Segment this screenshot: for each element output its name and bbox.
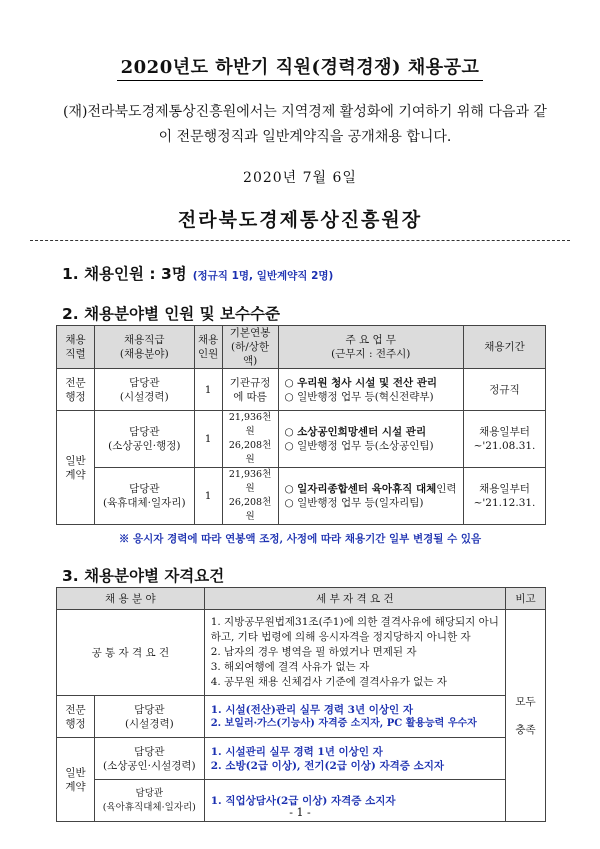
list-item: 2. 보일러·가스(기능사) 자격증 소지자, PC 활용능력 우수자 <box>210 717 477 729</box>
section2-heading: 2. 채용분야별 인원 및 보수수준 <box>62 305 280 323</box>
common-requirements-label: 공 통 자 격 요 건 <box>57 610 205 696</box>
salary-cell: 21,936천원 26,208천원 <box>222 411 278 468</box>
list-item: 4. 공무원 채용 신체검사 기준에 결격사유가 없는 자 <box>210 676 447 688</box>
job-series-cell: 전문 행정 <box>57 369 95 411</box>
bullet: ○ <box>284 497 294 509</box>
count-cell: 1 <box>194 369 222 411</box>
header-period: 채용기간 <box>464 326 546 369</box>
grade-cell: 담당관 (육휴대체·일자리) <box>94 468 194 525</box>
page-number: - 1 - <box>289 806 311 819</box>
salary-cell: 21,936천원 26,208천원 <box>222 468 278 525</box>
duty-primary: 우리원 청사 시설 및 전산 관리 <box>297 376 438 389</box>
field-cell: 담당관 (육아휴직대체·일자리) <box>94 780 204 822</box>
bullet: ○ <box>284 483 294 495</box>
list-item: 1. 직업상담사(2급 이상) 자격증 소지자 <box>210 794 396 807</box>
duties-cell <box>278 369 463 411</box>
table-row <box>57 738 546 780</box>
field-cell: 담당관 (시설경력) <box>94 696 204 738</box>
job-series-cell: 일반 계약 <box>57 738 95 822</box>
grade-cell: 담당관 (시설경력) <box>94 369 194 411</box>
remark-cell: 모두 충족 <box>506 610 546 822</box>
header-remark: 비고 <box>506 588 546 610</box>
duty-primary-suffix: 인력 <box>436 483 457 495</box>
field-cell: 담당관 (소상공인·시설경력) <box>94 738 204 780</box>
common-requirements-list <box>204 610 505 696</box>
bullet: ○ <box>284 390 294 403</box>
header-grade: 채용직급 (채용분야) <box>94 326 194 369</box>
qualification-table <box>56 587 546 822</box>
requirements-cell <box>204 696 505 738</box>
section3-heading: 3. 채용분야별 자격요건 <box>62 567 225 585</box>
duty-primary: 소상공인희망센터 시설 관리 <box>297 426 427 438</box>
list-item: 1. 시설관리 실무 경력 1년 이상인 자 <box>210 745 383 758</box>
section1-note: (정규직 1명, 일반계약직 2명) <box>192 270 334 282</box>
grade-cell: 담당관 (소상공인·행정) <box>94 411 194 468</box>
job-series-cell: 전문 행정 <box>57 696 95 738</box>
period-cell: 채용일부터 ~'21.08.31. <box>464 411 546 468</box>
list-item: 1. 지방공무원법제31조(주1)에 의한 결격사유에 해당되지 아니하고, 기타 법령에 의해 응시자격을 정지당하지 아니한 자 <box>210 616 499 643</box>
job-series-cell: 일반 계약 <box>57 411 95 525</box>
table-row <box>57 468 546 525</box>
requirements-cell <box>204 738 505 780</box>
duties-cell <box>278 468 463 525</box>
duty-secondary: 일반행정 업무 등(소상공인팀) <box>297 440 434 452</box>
table-row <box>57 696 546 738</box>
table-row <box>57 369 546 411</box>
duty-secondary: 일반행정 업무 등(일자리팀) <box>297 497 424 509</box>
list-item: 3. 해외여행에 결격 사유가 없는 자 <box>210 661 370 673</box>
duty-secondary: 일반행정 업무 등(혁신전략부) <box>297 390 434 403</box>
intro-paragraph: (재)전라북도경제통상진흥원에서는 지역경제 활성화에 기여하기 위해 다음과 같이 전문행정직과 일반계약직을 공개채용 합니다. <box>63 104 547 145</box>
list-item: 2. 소방(2급 이상), 전기(2급 이상) 자격증 소지자 <box>210 759 445 772</box>
bullet: ○ <box>284 426 294 438</box>
dashed-divider <box>30 240 570 241</box>
notice-date: 2020년 7월 6일 <box>243 170 357 186</box>
salary-table <box>56 325 546 525</box>
header-count: 채용 인원 <box>194 326 222 369</box>
organization-name: 전라북도경제통상진흥원장 <box>177 209 423 231</box>
warning-note: ※ 응시자 경력에 따라 연봉액 조정, 사정에 따라 채용기간 일부 변경될 수 있음 <box>118 533 482 545</box>
table-row <box>57 610 546 696</box>
header-duties: 주 요 업 무 (근무지 : 전주시) <box>278 326 463 369</box>
table-row <box>57 411 546 468</box>
notice-title: 2020년도 하반기 직원(경력경쟁) 채용공고 <box>0 53 600 81</box>
header-job-series: 채용 직렬 <box>57 326 95 369</box>
period-cell: 정규직 <box>464 369 546 411</box>
duty-primary: 일자리종합센터 육아휴직 대체 <box>297 483 437 495</box>
header-field: 채 용 분 야 <box>57 588 205 610</box>
duties-cell <box>278 411 463 468</box>
salary-cell: 기관규정 에 따름 <box>222 369 278 411</box>
count-cell: 1 <box>194 411 222 468</box>
list-item: 2. 남자의 경우 병역을 필 하였거나 면제된 자 <box>210 646 417 658</box>
list-item: 1. 시설(전산)관리 실무 경력 3년 이상인 자 <box>210 703 413 716</box>
header-requirements: 세 부 자 격 요 건 <box>204 588 505 610</box>
bullet: ○ <box>284 376 294 389</box>
count-cell: 1 <box>194 468 222 525</box>
bullet: ○ <box>284 440 294 452</box>
period-cell: 채용일부터 ~'21.12.31. <box>464 468 546 525</box>
section1-heading: 1. 채용인원 : 3명 (정규직 1명, 일반계약직 2명) <box>62 265 334 283</box>
header-salary: 기본연봉 (하/상한액) <box>222 326 278 369</box>
